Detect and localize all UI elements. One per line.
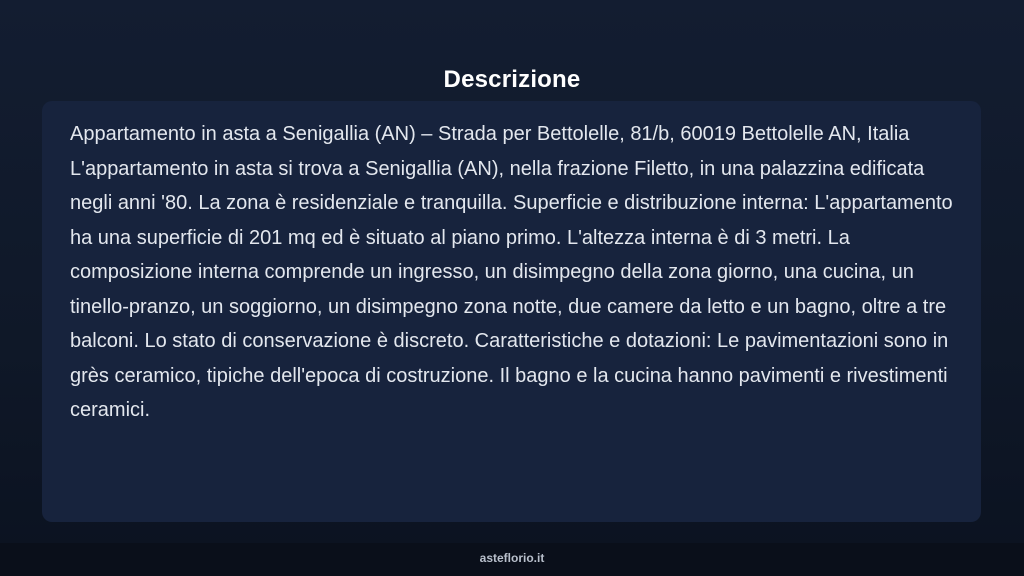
footer-site-name: asteflorio.it — [479, 551, 545, 565]
page-title: Descrizione — [443, 66, 581, 94]
description-card — [42, 101, 981, 522]
description-text: Appartamento in asta a Senigallia (AN) – Strada per Bettolelle, 81/b, 60019 Bettolelle AN, Italia L'appartamento in asta si trova a Senigallia (AN), nella frazione Filetto, in una palazzina edificata negli anni '80. La zona è residenziale e tranquilla. Superficie e distribuzione interna: L'appartamento ha una superficie di 201 mq ed è situato al piano primo. L'altezza interna è di 3 metri. La composizione interna comprende un ingresso, un disimpegno della zona giorno, una cucina, un tinello-pranzo, un soggiorno, un disimpegno zona notte, due camere da letto e un bagno, oltre a tre balconi. Lo stato di conservazione è discreto. Caratteristiche e dotazioni: Le pavimentazioni sono in grès ceramico, tipiche dell'epoca di costruzione. Il bagno e la cucina hanno pavimenti e rivestimenti ceramici. — [70, 123, 953, 421]
footer-bar — [0, 543, 1024, 576]
